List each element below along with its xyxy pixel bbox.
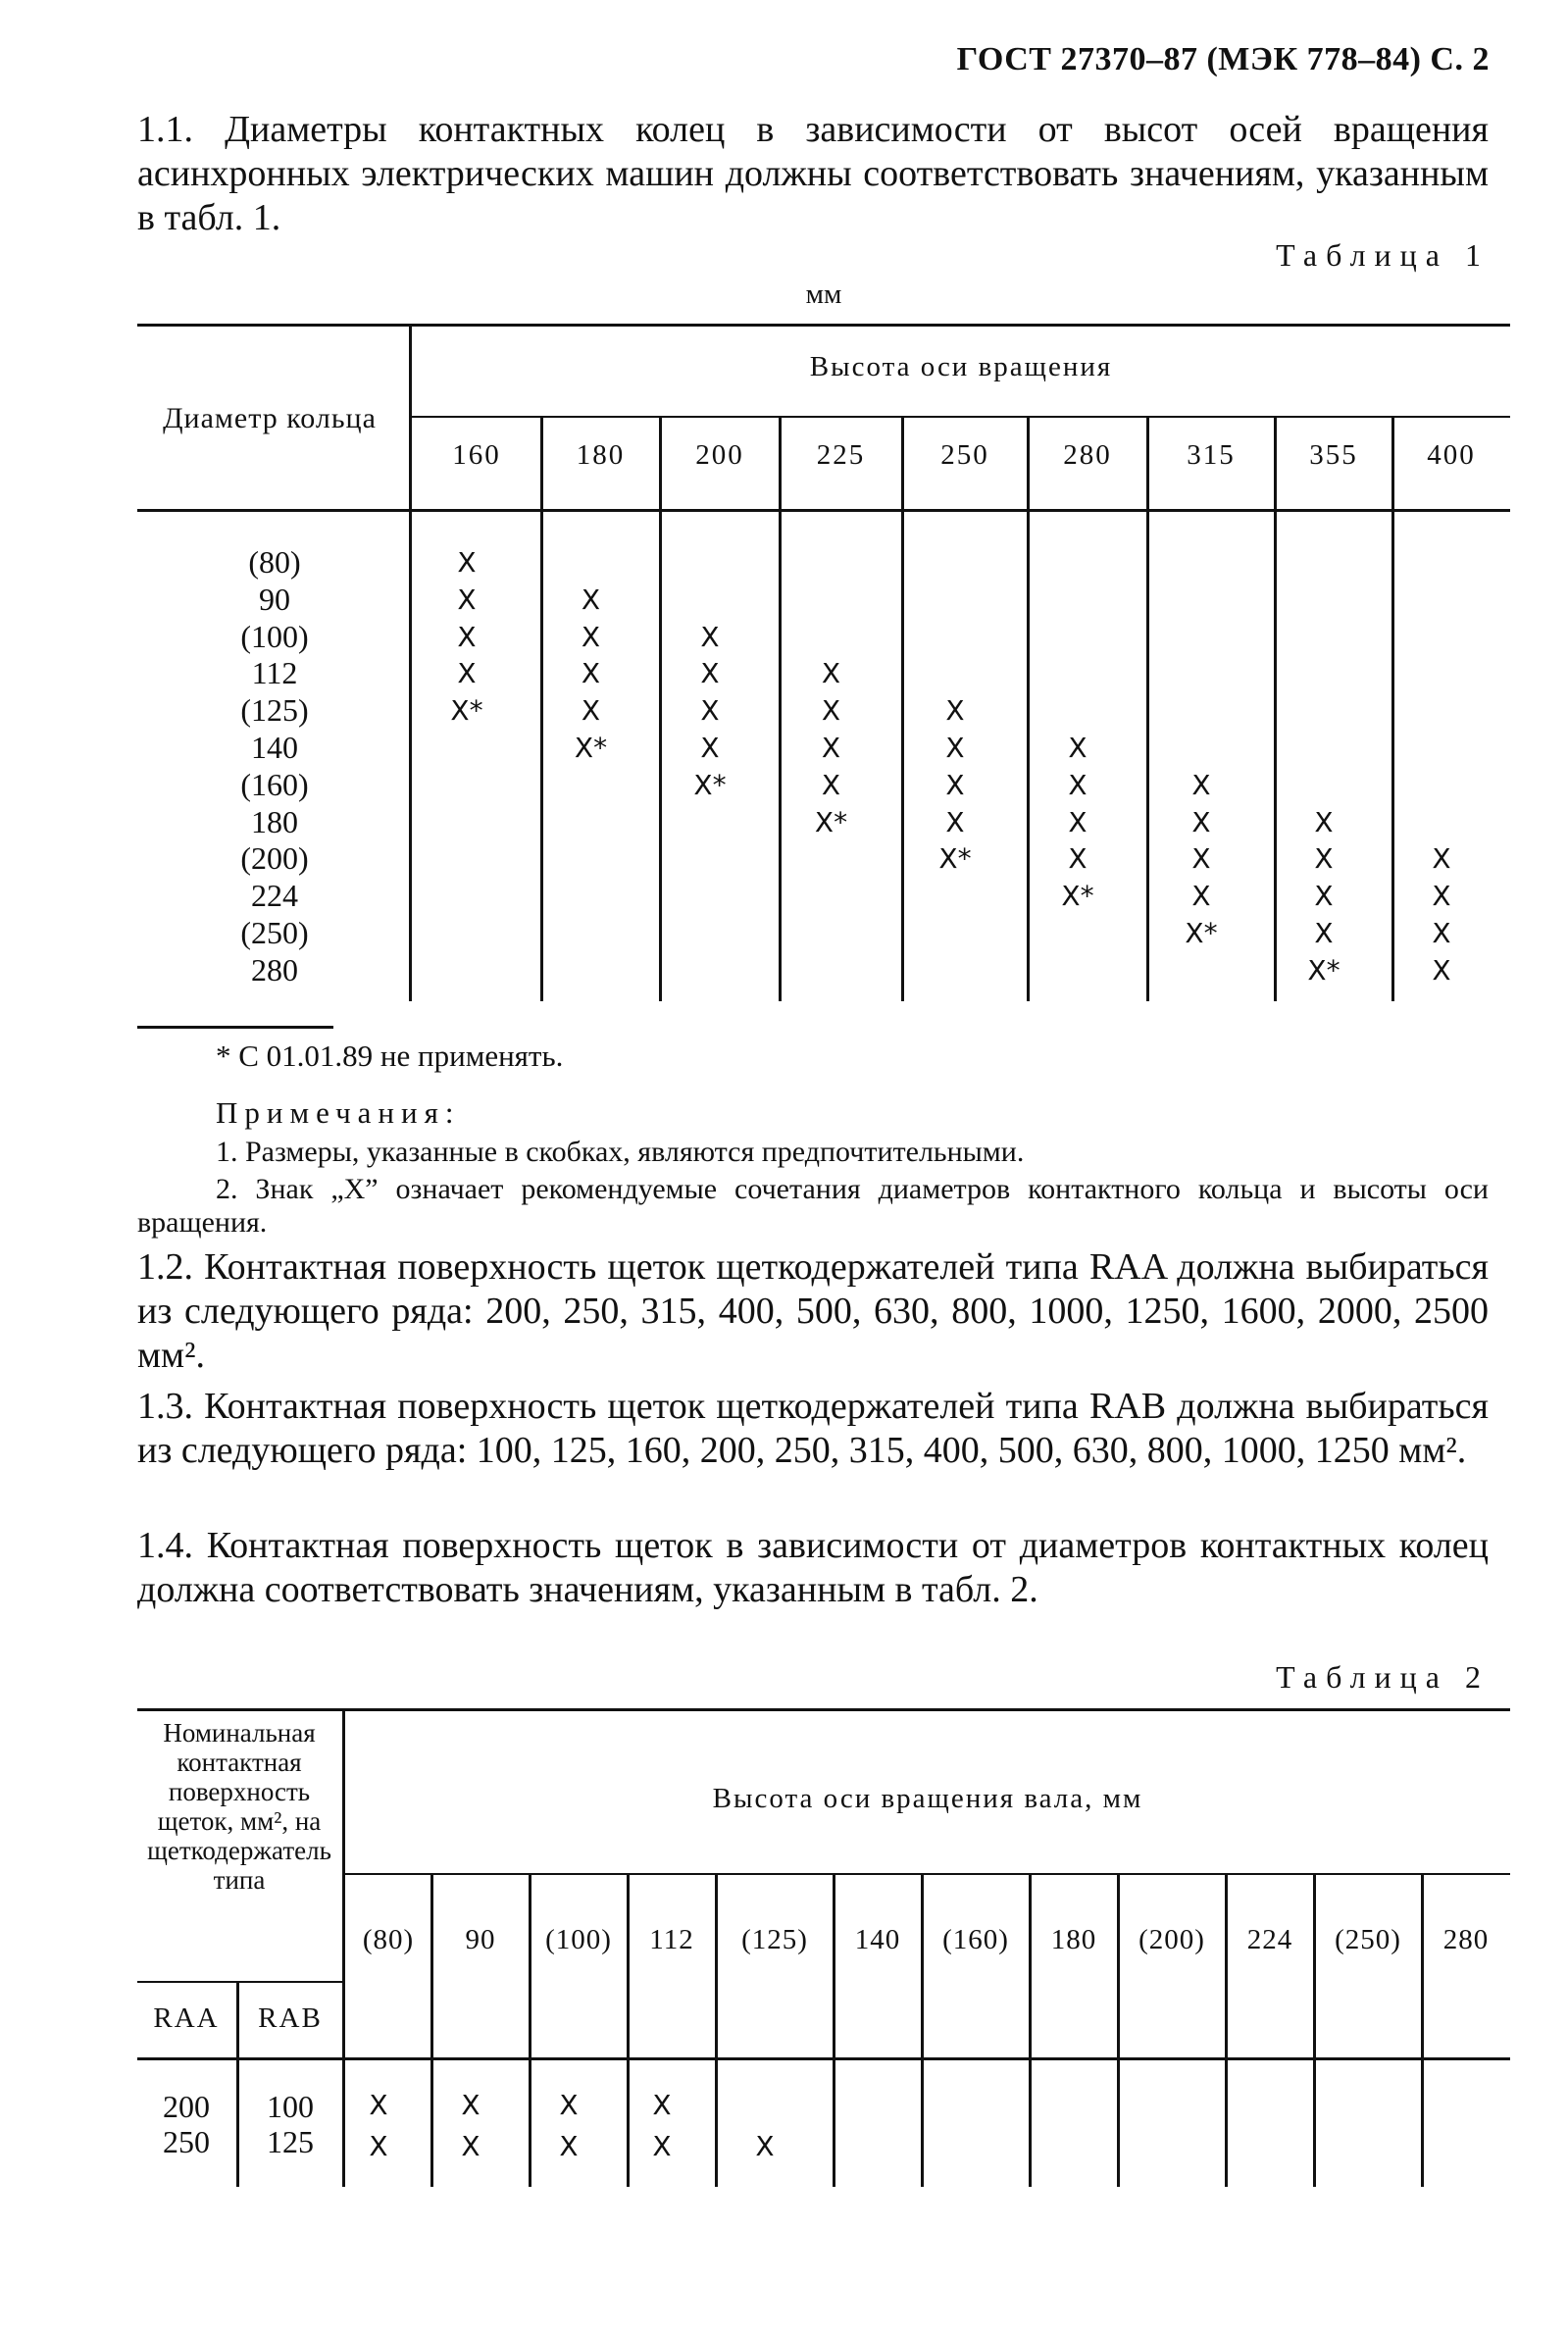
table2-subheader-rab: RAB [258,2002,323,2034]
table1-mark: X [581,620,601,653]
table1-unit: мм [805,279,842,310]
table1-row-label: (100) [240,618,309,654]
table1-caption: Таблица 1 [1276,237,1490,273]
table1-col-5: 280 [1063,439,1112,471]
table1-col-6: 315 [1187,439,1236,471]
table2-col-1: 90 [465,1924,496,1955]
table2-col-divider-6 [921,1873,924,2187]
paragraph-1-1: 1.1. Диаметры контактных колец в зависимости от высот осей вращения асинхронных электрических машин должны соответствовать значениям, указанным в табл. 1. [137,109,1489,238]
table1-row-label: 112 [251,655,298,691]
table1-col-4: 250 [940,439,989,471]
note-2: 2. Знак „X” означает рекомендуемые сочетания диаметров контактного кольца и высоты оси вращения. [137,1173,1489,1239]
table1-group-header: Высота оси вращения [809,351,1113,382]
notes-title: Примечания: [216,1095,461,1130]
table1-mark: X [1432,842,1451,876]
table1-mark: X [1191,768,1211,801]
table1-row-header-divider [409,325,412,1001]
table1-mark: X [700,620,720,653]
table1-row-label: (80) [248,544,301,580]
table1-mark: X [1068,768,1087,801]
table1-mark: X [1191,842,1211,876]
table1-mark: X [1314,805,1334,838]
table2-col-divider-11 [1421,1873,1424,2187]
document-header: ГОСТ 27370–87 (МЭК 778–84) С. 2 [956,41,1490,77]
table1-mark: X [457,657,477,690]
table2-subheader-rule [137,1981,345,1983]
table1-row-label: (250) [240,915,309,950]
table1-col-8: 400 [1427,439,1476,471]
table1-mark: X* [693,768,727,801]
table2-mark: X [755,2130,775,2162]
table1-mark: X [821,657,841,690]
table1-row-label: 180 [251,803,298,839]
table1-mark: X [945,768,965,801]
table2-raa-value: 200 [163,2089,210,2124]
table1-row-header: Диаметр кольца [163,402,377,434]
table1-mark: X [700,694,720,728]
table1-footnote: * С 01.01.89 не применять. [216,1039,564,1073]
table2-col-4: (125) [741,1924,808,1955]
table1-mark: X [1314,842,1334,876]
table1-mark: X [945,694,965,728]
table2-col-divider-7 [1029,1873,1032,2187]
table1-mark: X* [1061,880,1094,913]
table2-col-8: (200) [1138,1924,1205,1955]
table1-col-2: 200 [695,439,744,471]
table1-mark: X [457,583,477,616]
table2-mark: X [559,2089,579,2121]
table1-mark: X [1314,917,1334,949]
table1-col-divider-8 [1391,416,1394,1001]
table1-mark: X [1432,880,1451,913]
table1-mark: X [1314,880,1334,913]
paragraph-1-2: 1.2. Контактная поверхность щеток щеткодержателей типа RAA должна выбираться из следующего ряда: 200, 250, 315, 400, 500, 630, 800, 1000, 1250, 1600, 2000, 2500 мм². [137,1246,1489,1376]
table1-col-divider-7 [1274,416,1277,1001]
table2-col-5: 140 [854,1924,901,1955]
table1-mark: X [1432,953,1451,987]
table2-group-header: Высота оси вращения вала, мм [712,1783,1143,1814]
table1-mark: X* [1185,917,1218,949]
footnote-rule [137,1026,333,1029]
paragraph-1-4: 1.4. Контактная поверхность щеток в зависимости от диаметров контактных колец должна соответствовать значениям, указанным в табл. 2. [137,1525,1489,1610]
table1-mark: X [581,583,601,616]
table1-mark: X [1191,880,1211,913]
table2-col-0: (80) [362,1924,415,1955]
table2-col-6: (160) [942,1924,1009,1955]
table1-row-label: 90 [259,581,290,617]
table1-group-rule [412,416,1510,418]
table1-row-label: (200) [240,840,309,877]
table2-mark: X [559,2130,579,2162]
table1-mark: X [945,732,965,764]
table2-group-rule [345,1873,1510,1875]
table1-mark: X [581,694,601,728]
table1-mark: X [945,805,965,838]
table1-col-divider-4 [901,416,904,1001]
table1-mark: X [1191,805,1211,838]
table1-col-divider-2 [659,416,662,1001]
table1-col-divider-1 [540,416,543,1001]
table2-mark: X [461,2089,481,2121]
table1-mark: X [457,546,477,579]
table2-mark: X [369,2130,388,2162]
table1-col-7: 355 [1309,439,1358,471]
table1-mark: X [1068,732,1087,764]
note-1: 1. Размеры, указанные в скобках, являются предпочтительными. [216,1136,1025,1168]
table1-mark: X* [1307,953,1340,987]
table1-mark: X* [450,694,483,728]
table2-rab-value: 100 [267,2089,314,2124]
table2-mark: X [652,2130,672,2162]
table2-col-9: 224 [1246,1924,1293,1955]
table2-col-divider-10 [1313,1873,1316,2187]
table1-mark: X [821,732,841,764]
table1-header-rule [137,509,1510,512]
table2-col-divider-9 [1225,1873,1228,2187]
table1-mark: X* [814,805,848,838]
table1-mark: X* [938,842,972,876]
table2-mark: X [652,2089,672,2121]
table2-col-3: 112 [649,1924,694,1955]
table2-col-divider-5 [833,1873,835,2187]
table1-mark: X [700,732,720,764]
table1-mark: X [700,657,720,690]
table2-col-2: (100) [545,1924,612,1955]
table1-row-label: (160) [240,766,309,802]
table2-rab-value: 125 [267,2124,314,2159]
table2-mark: X [461,2130,481,2162]
table1-col-1: 180 [576,439,626,471]
table1-top-rule [137,324,1510,327]
table2-mark: X [369,2089,388,2121]
table1-row-label: 280 [251,951,298,988]
table2-subheader-raa: RAA [153,2002,220,2034]
table2-raa-value: 250 [163,2124,210,2159]
table1-row-label: 224 [251,878,298,914]
paragraph-1-3: 1.3. Контактная поверхность щеток щеткодержателей типа RAB должна выбираться из следующего ряда: 100, 125, 160, 200, 250, 315, 400, 500, 630, 800, 1000, 1250 мм². [137,1386,1489,1471]
table1-col-0: 160 [452,439,501,471]
table1-mark: X [821,768,841,801]
table2-col-10: (250) [1335,1924,1401,1955]
table2-caption: Таблица 2 [1276,1659,1490,1695]
table1-row-label: (125) [240,692,309,729]
table2-col-divider-8 [1117,1873,1120,2187]
table1-col-divider-3 [779,416,782,1001]
table1-col-divider-6 [1146,416,1149,1001]
table1-row-label: 140 [251,730,298,765]
table1-mark: X [457,620,477,653]
table1-col-divider-5 [1027,416,1030,1001]
table1-mark: X* [574,732,608,764]
table2-col-11: 280 [1442,1924,1490,1955]
table1-mark: X [581,657,601,690]
table1-mark: X [1068,805,1087,838]
table1-mark: X [1432,917,1451,949]
table1-mark: X [1068,842,1087,876]
table2-row-header: Номинальная контактная поверхность щеток, мм², на щеткодержатель типа [147,1718,331,1895]
table1-mark: X [821,694,841,728]
table1-col-3: 225 [816,439,866,471]
table2-col-7: 180 [1050,1924,1097,1955]
